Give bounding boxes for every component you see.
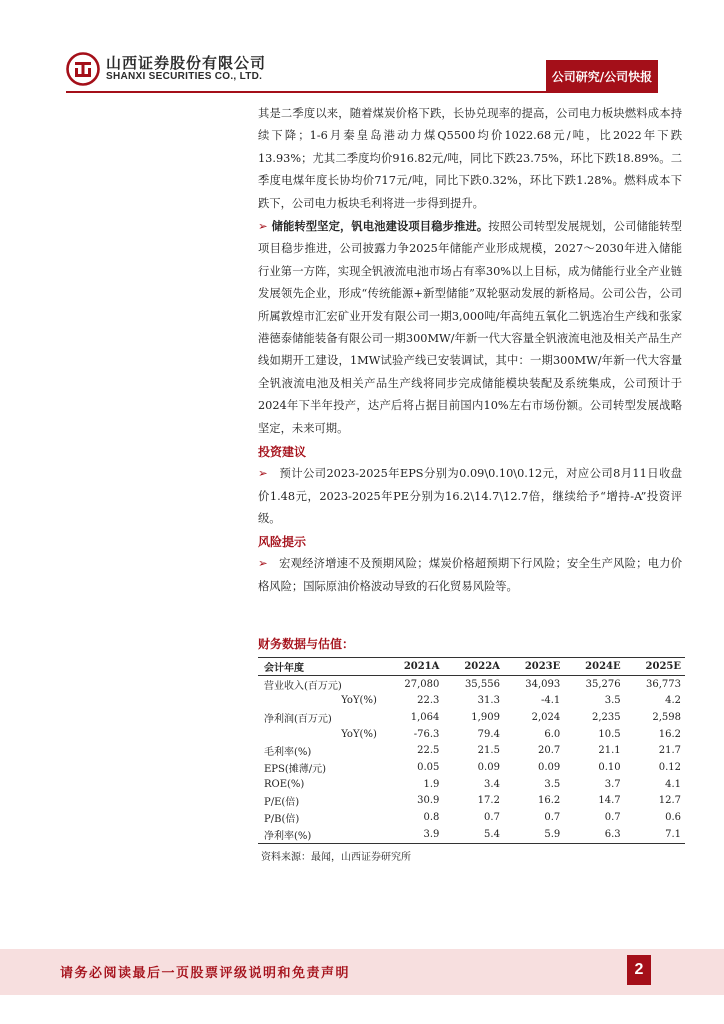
table-row — [258, 742, 685, 759]
table-cell: 27,080 — [404, 678, 440, 690]
table-cell: 0.7 — [484, 812, 500, 824]
table-cell: 1.9 — [423, 778, 440, 790]
table-cell: 12.7 — [658, 795, 681, 807]
report-body — [258, 103, 682, 598]
table-cell: -76.3 — [413, 728, 440, 740]
table-cell: 35,556 — [464, 678, 500, 690]
invest-paragraph — [258, 463, 682, 530]
data-source-note: 资料来源：最闻，山西证券研究所 — [261, 852, 411, 863]
table-cell: 35,276 — [585, 678, 621, 690]
table-header-cell: 2023E — [504, 658, 564, 676]
bullet-arrow-icon: ➢ — [258, 557, 268, 571]
table-cell: 0.09 — [538, 761, 561, 773]
table-cell: 3.4 — [484, 778, 500, 790]
storage-title: 储能转型坚定，钒电池建设项目稳步推进。 — [271, 219, 489, 234]
risk-paragraph — [258, 553, 682, 598]
table-cell: 3.9 — [383, 826, 444, 843]
table-header-cell: 2022A — [443, 658, 504, 676]
table-cell: 4.1 — [665, 778, 681, 790]
table-cell: 17.2 — [477, 795, 500, 807]
table-header-cell: 2024E — [564, 658, 624, 676]
row-label: 营业收入(百万元) — [264, 680, 342, 692]
row-label: YoY(%) — [341, 695, 377, 707]
table-cell: 31.3 — [477, 695, 500, 707]
financials-table-body — [258, 675, 685, 843]
row-label: P/B(倍) — [264, 814, 300, 826]
table-cell: 0.7 — [604, 812, 621, 824]
table-cell: 5.4 — [443, 826, 504, 843]
table-cell: 0.8 — [423, 812, 440, 824]
page-number: 2 — [627, 955, 651, 985]
table-row — [258, 809, 685, 826]
table-cell: 14.7 — [598, 795, 621, 807]
fuel-cost-paragraph: 其是二季度以来，随着煤炭价格下跌，长协兑现率的提高，公司电力板块燃料成本持续下降；1-6月秦皇岛港动力煤Q5500均价1022.68元/吨，比2022年下跌13.93%；尤其二季度均价916.82元/吨，同比下跌23.75%，环比下跌18.89%。二季度电煤年度长协均价717元/吨，同比下跌0.32%，环比下跌1.28%。燃料成本下跌下，公司电力板块毛利将进一步得到提升。 — [258, 107, 682, 210]
table-cell: 0.09 — [477, 761, 500, 773]
row-label: P/E(倍) — [264, 797, 300, 809]
table-cell: 30.9 — [417, 795, 440, 807]
table-cell: 1,909 — [471, 711, 500, 723]
risk-heading: 风险提示 — [258, 535, 307, 550]
table-cell: 34,093 — [525, 678, 561, 690]
table-header-row — [258, 658, 685, 676]
table-row — [258, 826, 685, 843]
table-cell: 6.0 — [544, 728, 561, 740]
table-cell: 3.7 — [604, 778, 621, 790]
row-label: EPS(摊薄/元) — [264, 763, 327, 775]
table-cell: 21.7 — [658, 745, 681, 757]
table-cell: 0.12 — [658, 761, 681, 773]
row-label: 净利润(百万元) — [264, 713, 332, 725]
table-row — [258, 709, 685, 726]
table-cell: 21.5 — [477, 745, 500, 757]
row-label: 毛利率(%) — [264, 747, 312, 759]
financials-table — [258, 657, 685, 844]
storage-text: 按照公司转型发展规划，公司储能转型项目稳步推进，公司披露力争2025年储能产业形成规模，2027～2030年进入储能行业第一方阵，实现全钒液流电池市场占有率30%以上目标，成为储能行业全产业链发展领先企业，形成“传统能源+新型储能”双轮驱动发展的新格局。公司公告，公司所属敦煌市汇宏矿业开发有限公司一期3,000吨/年高纯五氧化二钒选冶生产线和张家港德泰储能装备有限公司一期300MW/年新一代大容量全钒液流电池及相关产品生产线如期开工建设，1MW试验产线已安装调试，其中：一期300MW/年新一代大容量全钒液流电池及相关产品生产线将同步完成储能模块装配及系统集成，公司预计于2024年下半年投产，达产后将占据目前国内10%左右市场份额。公司转型发展战略坚定，未来可期。 — [258, 220, 682, 435]
table-cell: 16.2 — [658, 728, 681, 740]
table-row — [258, 726, 685, 743]
table-cell: 1,064 — [410, 711, 440, 723]
table-row — [258, 776, 685, 793]
table-header-cell: 2025E — [625, 658, 685, 676]
table-cell: 36,773 — [646, 678, 681, 690]
table-row — [258, 675, 685, 692]
table-cell: 0.10 — [598, 761, 621, 773]
table-row — [258, 793, 685, 810]
table-cell: 79.4 — [477, 728, 500, 740]
table-cell: 5.9 — [504, 826, 564, 843]
risk-text: 宏观经济增速不及预期风险；煤炭价格超预期下行风险；安全生产风险；电力价格风险；国际原油价格波动导致的石化贸易风险等。 — [258, 557, 682, 593]
invest-text: 预计公司2023-2025年EPS分别为0.09\0.10\0.12元，对应公司8月11日收盘价1.48元，2023-2025年PE分别为16.2\14.7\12.7倍，继续给予“增持-A”投资评级。 — [258, 467, 682, 525]
table-cell: 0.05 — [417, 761, 440, 773]
bullet-arrow-icon: ➢ — [258, 467, 268, 481]
company-name-en: SHANXI SECURITIES CO., LTD. — [106, 71, 263, 82]
table-row — [258, 759, 685, 776]
table-cell: 21.1 — [598, 745, 621, 757]
table-cell: 10.5 — [598, 728, 621, 740]
storage-paragraph — [258, 215, 682, 440]
company-logo-icon — [66, 52, 100, 86]
row-label: YoY(%) — [341, 728, 377, 740]
table-cell: 0.6 — [665, 812, 681, 824]
table-cell: 22.3 — [417, 695, 440, 707]
table-cell: 2,024 — [531, 711, 561, 723]
table-cell: 16.2 — [538, 795, 561, 807]
table-cell: 7.1 — [625, 826, 685, 843]
table-cell: 3.5 — [544, 778, 561, 790]
table-cell: -4.1 — [540, 695, 561, 707]
table-row — [258, 692, 685, 709]
invest-heading: 投资建议 — [258, 445, 307, 460]
table-header-cell: 会计年度 — [258, 658, 383, 676]
row-label: ROE(%) — [264, 778, 305, 790]
bullet-arrow-icon: ➢ — [258, 220, 268, 234]
table-cell: 0.7 — [544, 812, 561, 824]
financials-title: 财务数据与估值： — [258, 637, 355, 651]
report-type-tag: 公司研究/公司快报 — [546, 60, 658, 93]
company-name-cn: 山西证券股份有限公司 — [106, 54, 267, 72]
table-cell: 2,598 — [652, 711, 681, 723]
table-cell: 22.5 — [417, 745, 440, 757]
header-divider — [66, 91, 546, 93]
table-cell: 20.7 — [538, 745, 561, 757]
table-cell: 4.2 — [665, 695, 681, 707]
table-cell: 6.3 — [564, 826, 624, 843]
footer-disclaimer: 请务必阅读最后一页股票评级说明和免责声明 — [60, 966, 351, 981]
table-header-cell: 2021A — [383, 658, 444, 676]
table-cell: 3.5 — [604, 695, 621, 707]
row-label: 净利率(%) — [258, 826, 383, 843]
table-cell: 2,235 — [591, 711, 621, 723]
